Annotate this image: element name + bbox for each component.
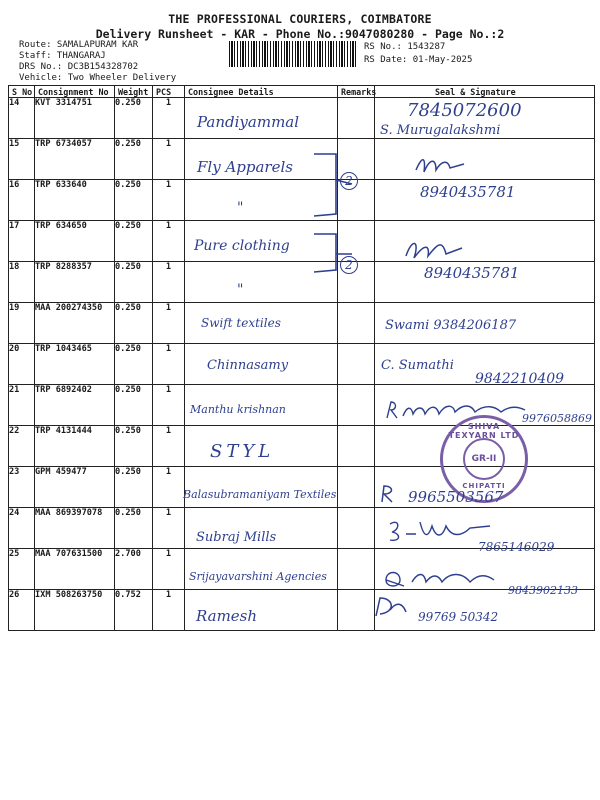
row-pcs: 1 xyxy=(153,221,185,262)
row-remarks xyxy=(338,303,375,344)
row-consignment-no: KVT 3314751 xyxy=(35,98,115,139)
r24-phone: 7865146029 xyxy=(478,540,555,554)
row-weight: 0.250 xyxy=(115,98,153,139)
row-weight: 0.250 xyxy=(115,344,153,385)
r14-consignee-name: Pandiyammal xyxy=(197,113,300,131)
r26-consignee-name: Ramesh xyxy=(196,607,258,625)
r17-signature-icon xyxy=(402,234,468,266)
r15-remark-mark: 2 xyxy=(340,172,358,190)
route-label: Route: SAMALAPURAM KAR xyxy=(19,40,139,50)
row-sno: 19 xyxy=(9,303,35,344)
rs-number: RS No.: 1543287 xyxy=(364,42,446,52)
row-consignment-no: TRP 8288357 xyxy=(35,262,115,303)
row-pcs: 1 xyxy=(153,303,185,344)
stamp-bottom-text: CHIPATTI xyxy=(462,482,506,490)
row-pcs: 1 xyxy=(153,549,185,590)
row-sno: 15 xyxy=(9,139,35,180)
r25-signature-icon xyxy=(382,568,512,592)
staff-label: Staff: THANGARAJ xyxy=(19,51,106,61)
row-consignment-no: TRP 4131444 xyxy=(35,426,115,467)
row-pcs: 1 xyxy=(153,467,185,508)
row-consignment-no: TRP 634650 xyxy=(35,221,115,262)
r23-consignee-name: Balasubramaniyam Textiles xyxy=(183,488,337,501)
r14-phone: 7845072600 xyxy=(407,100,522,121)
r19-consignee-name: Swift textiles xyxy=(201,316,281,330)
row-sno: 14 xyxy=(9,98,35,139)
row-weight: 0.250 xyxy=(115,303,153,344)
barcode-icon xyxy=(229,41,357,67)
row-sno: 21 xyxy=(9,385,35,426)
row-sno: 20 xyxy=(9,344,35,385)
row-pcs: 1 xyxy=(153,508,185,549)
row-remarks xyxy=(338,344,375,385)
row-sno: 24 xyxy=(9,508,35,549)
col-remarks: Remarks xyxy=(338,86,375,98)
stamp-top-text: SHIVA TEXYARN LTD xyxy=(448,422,520,440)
row-pcs: 1 xyxy=(153,590,185,631)
r22-consignee-name: STYL xyxy=(210,441,275,462)
r26-signature-icon xyxy=(372,594,412,620)
table-row xyxy=(9,590,595,631)
row-remarks xyxy=(338,98,375,139)
row-remarks xyxy=(338,590,375,631)
row-weight: 0.250 xyxy=(115,467,153,508)
r23-phone: 9965503567 xyxy=(408,488,504,506)
row-pcs: 1 xyxy=(153,180,185,221)
row-pcs: 1 xyxy=(153,139,185,180)
row-pcs: 1 xyxy=(153,344,185,385)
r25-consignee-name: Srijayavarshini Agencies xyxy=(189,570,327,583)
row-sno: 25 xyxy=(9,549,35,590)
col-consignee: Consignee Details xyxy=(185,86,338,98)
col-sno: S No xyxy=(9,86,35,98)
r20-phone: 9842210409 xyxy=(475,371,565,387)
row-sno: 18 xyxy=(9,262,35,303)
row-weight: 0.250 xyxy=(115,262,153,303)
r25-phone: 9843902133 xyxy=(508,584,578,597)
r17-remark-mark: 2 xyxy=(340,256,358,274)
r24-consignee-name: Subraj Mills xyxy=(196,530,277,545)
r20-signature: C. Sumathi xyxy=(381,358,454,373)
row-remarks xyxy=(338,426,375,467)
runsheet-subtitle: Delivery Runsheet - KAR - Phone No.:9047080280 - Page No.:2 xyxy=(95,27,505,41)
row-weight: 0.250 xyxy=(115,180,153,221)
col-pcs: PCS xyxy=(153,86,185,98)
row-sno: 26 xyxy=(9,590,35,631)
r21-phone: 9976058869 xyxy=(522,412,592,425)
r19-signature: Swami 9384206187 xyxy=(385,318,517,333)
row-weight: 0.250 xyxy=(115,221,153,262)
r16-phone: 8940435781 xyxy=(420,183,516,201)
row-consignee-details xyxy=(185,549,338,590)
stamp-center-text: GR-II xyxy=(463,438,505,480)
r14-signature: S. Murugalakshmi xyxy=(380,123,501,138)
row-consignment-no: TRP 1043465 xyxy=(35,344,115,385)
row-remarks xyxy=(338,549,375,590)
row-consignee-details xyxy=(185,467,338,508)
row-seal-signature xyxy=(375,139,595,180)
table-row xyxy=(9,221,595,262)
col-seal: Seal & Signature xyxy=(375,86,595,98)
row-pcs: 1 xyxy=(153,98,185,139)
row-weight: 0.250 xyxy=(115,426,153,467)
row-weight: 0.250 xyxy=(115,139,153,180)
row-consignment-no: MAA 869397078 xyxy=(35,508,115,549)
row-consignment-no: TRP 633640 xyxy=(35,180,115,221)
row-sno: 22 xyxy=(9,426,35,467)
r20-consignee-name: Chinnasamy xyxy=(207,358,289,373)
row-remarks xyxy=(338,467,375,508)
drs-number: DRS No.: DC3B154328702 xyxy=(19,62,139,72)
rs-date: RS Date: 01-May-2025 xyxy=(364,55,473,65)
row-consignment-no: MAA 707631500 xyxy=(35,549,115,590)
r23-signature-icon xyxy=(380,484,410,504)
row-weight: 0.250 xyxy=(115,508,153,549)
r26-phone: 99769 50342 xyxy=(418,610,499,624)
row-consignment-no: IXM 508263750 xyxy=(35,590,115,631)
row-consignment-no: TRP 6892402 xyxy=(35,385,115,426)
r21-consignee-name: Manthu krishnan xyxy=(190,403,286,416)
row-sno: 23 xyxy=(9,467,35,508)
row-pcs: 1 xyxy=(153,262,185,303)
row-consignment-no: MAA 200274350 xyxy=(35,303,115,344)
r18-phone: 8940435781 xyxy=(424,264,520,282)
r17-consignee-name: Pure clothing xyxy=(194,238,290,254)
r15-signature-icon xyxy=(410,152,470,180)
row-weight: 0.752 xyxy=(115,590,153,631)
r18-ditto: " xyxy=(237,282,244,298)
row-weight: 2.700 xyxy=(115,549,153,590)
table-row xyxy=(9,139,595,180)
r15-consignee-name: Fly Apparels xyxy=(197,158,293,176)
row-pcs: 1 xyxy=(153,385,185,426)
row-consignment-no: GPM 459477 xyxy=(35,467,115,508)
vehicle-label: Vehicle: Two Wheeler Delivery xyxy=(19,73,177,83)
row-consignment-no: TRP 6734057 xyxy=(35,139,115,180)
company-title: THE PROFESSIONAL COURIERS, COIMBATORE xyxy=(168,12,432,26)
row-remarks xyxy=(338,385,375,426)
col-weight: Weight xyxy=(115,86,153,98)
row-weight: 0.250 xyxy=(115,385,153,426)
row-sno: 17 xyxy=(9,221,35,262)
table-header xyxy=(9,86,595,98)
row-pcs: 1 xyxy=(153,426,185,467)
row-remarks xyxy=(338,508,375,549)
row-sno: 16 xyxy=(9,180,35,221)
r16-ditto: " xyxy=(237,200,244,216)
col-consignment: Consignment No xyxy=(35,86,115,98)
